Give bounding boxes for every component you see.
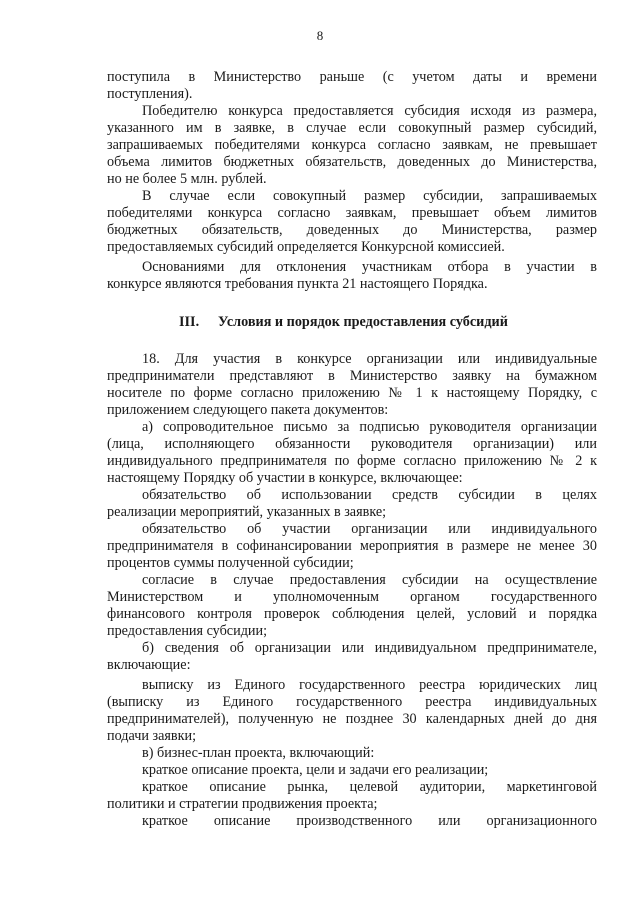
- text-line: настоящему Порядку об участии в конкурсе, включающее:: [107, 470, 463, 486]
- text-line: указанного им в заявке, в случае если совокупный размер субсидий,: [107, 120, 597, 136]
- text-line: обязательство об использовании средств субсидии в целях: [142, 487, 597, 503]
- text-line: реализации мероприятий, указанных в заявке;: [107, 504, 387, 520]
- text-line: предпринимателя в софинансировании мероприятия в размере не менее 30: [107, 538, 597, 554]
- text-line: краткое описание рынка, целевой аудитории, маркетинговой: [142, 779, 597, 795]
- text-line: предприниматели представляют в Министерство заявку на бумажном: [107, 368, 597, 384]
- text-line: Основаниями для отклонения участникам отбора в участии в: [142, 259, 597, 275]
- text-line: бюджетных обязательств, доведенных до Министерства, размер: [107, 222, 597, 238]
- text-line: (лица, исполняющего обязанности руководителя организации) или: [107, 436, 597, 452]
- text-line: но не более 5 млн. рублей.: [107, 171, 267, 187]
- text-line: поступления).: [107, 86, 193, 102]
- page-number: 8: [316, 28, 324, 43]
- text-line: процентов суммы полученной субсидии;: [107, 555, 354, 571]
- text-line: В случае если совокупный размер субсидии, запрашиваемых: [142, 188, 597, 204]
- text-line: подачи заявки;: [107, 728, 197, 744]
- text-line: краткое описание производственного или организационного: [142, 813, 597, 829]
- text-line: 18. Для участия в конкурсе организации или индивидуальные: [142, 351, 597, 367]
- text-line: включающие:: [107, 657, 191, 673]
- section-number: III.: [179, 314, 200, 330]
- text-line: предпринимателей), полученную не позднее 30 календарных дней до дня: [107, 711, 597, 727]
- text-line: приложением следующего пакета документов:: [107, 402, 389, 418]
- text-line: б) сведения об организации или индивидуальном предпринимателе,: [142, 640, 597, 656]
- text-line: (выписку из Единого государственного реестра индивидуальных: [107, 694, 597, 710]
- text-line: в) бизнес-план проекта, включающий:: [142, 745, 375, 761]
- text-line: обязательство об участии организации или индивидуального: [142, 521, 597, 537]
- text-line: носителе по форме согласно приложению № 1 к настоящему Порядку, с: [107, 385, 597, 401]
- text-line: предоставления субсидии;: [107, 623, 268, 639]
- text-line: индивидуального предпринимателя по форме согласно приложению № 2 к: [107, 453, 597, 469]
- text-line: Министерством и уполномоченным органом государственного: [107, 589, 597, 605]
- section-heading: [107, 314, 597, 331]
- text-line: согласие в случае предоставления субсидии на осуществление: [142, 572, 597, 588]
- text-line: финансового контроля проверок соблюдения целей, условий и порядка: [107, 606, 597, 622]
- text-line: объема лимитов бюджетных обязательств, доведенных до Министерства,: [107, 154, 597, 170]
- text-line: политики и стратегии продвижения проекта;: [107, 796, 378, 812]
- text-line: запрашиваемых победителями конкурса согласно заявкам, не превышает: [107, 137, 597, 153]
- text-line: победителями конкурса согласно заявкам, превышает объем лимитов: [107, 205, 597, 221]
- text-line: а) сопроводительное письмо за подписью руководителя организации: [142, 419, 597, 435]
- text-line: краткое описание проекта, цели и задачи его реализации;: [142, 762, 489, 778]
- text-line: Победителю конкурса предоставляется субсидия исходя из размера,: [142, 103, 597, 119]
- section-title: Условия и порядок предоставления субсидий: [218, 314, 508, 330]
- text-line: конкурсе являются требования пункта 21 настоящего Порядка.: [107, 276, 488, 292]
- text-line: выписку из Единого государственного реестра юридических лиц: [142, 677, 597, 693]
- text-line: поступила в Министерство раньше (с учетом даты и времени: [107, 69, 597, 85]
- text-line: предоставляемых субсидий определяется Конкурсной комиссией.: [107, 239, 505, 255]
